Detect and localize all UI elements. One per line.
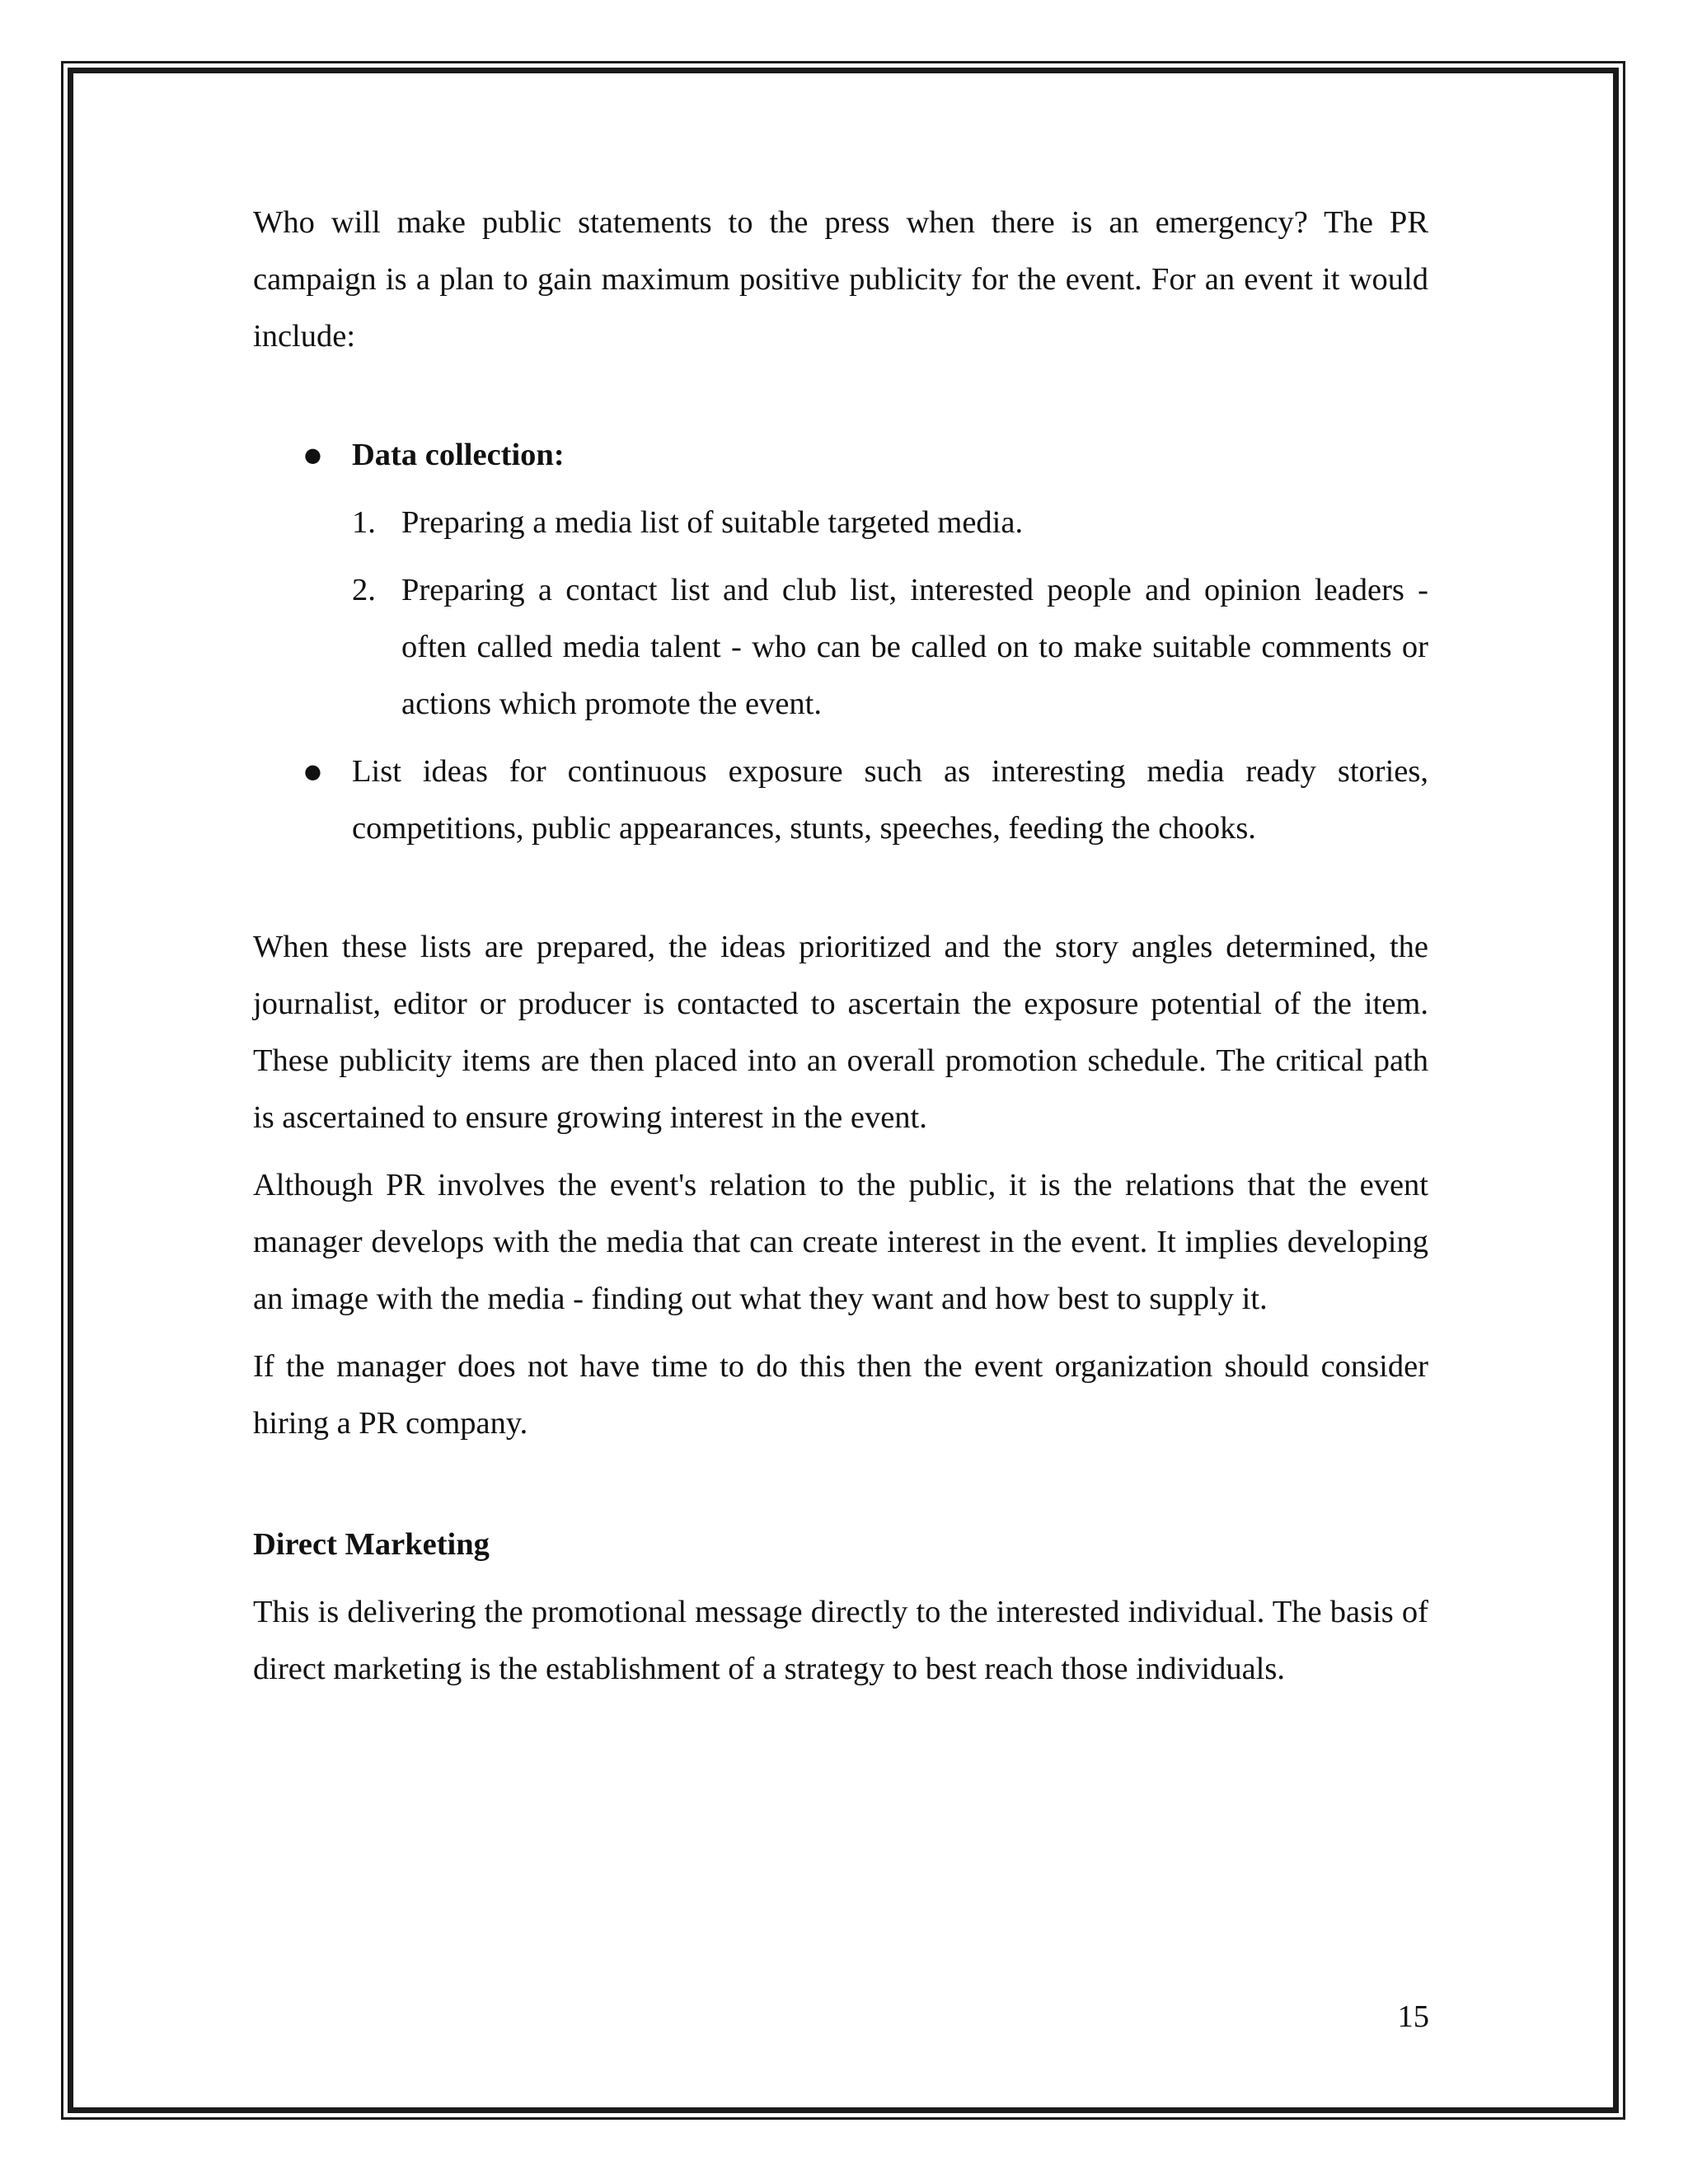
bullet-icon: ● (304, 760, 321, 783)
numbered-item-text: Preparing a contact list and club list, interested people and opinion leaders - often called media talent - who can be called on to make suitable comments or actions which promote the event. (401, 573, 1428, 721)
bullet-text: List ideas for continuous exposure such as interesting media ready stories, competitions, public appearances, stunts, speeches, feeding the chooks. (352, 754, 1428, 846)
numbered-item-text: Preparing a media list of suitable targeted media. (401, 505, 1024, 540)
bullet-item-data-collection (253, 427, 1428, 484)
page-content (253, 194, 1428, 1698)
numbered-item (253, 562, 1428, 733)
body-paragraph: When these lists are prepared, the ideas prioritized and the story angles determined, the journalist, editor or producer is contacted to ascertain the exposure potential of the item. These publicity items are then placed into an overall promotion schedule. The critical path is ascertained to ensure growing interest in the event. (253, 930, 1428, 1135)
numbered-item-marker: 2. (352, 573, 376, 607)
bullet-item-exposure-ideas (253, 743, 1428, 857)
section-heading: Direct Marketing (253, 1527, 490, 1562)
numbered-item-marker: 1. (352, 505, 376, 540)
bullet-heading: Data collection: (352, 438, 565, 472)
body-paragraph: Although PR involves the event's relation to the public, it is the relations that the event manager develops with the media that can create interest in the event. It implies developing an image with the media - finding out what they want and how best to supply it. (253, 1168, 1428, 1316)
body-paragraph: If the manager does not have time to do this then the event organization should consider hiring a PR company. (253, 1349, 1428, 1441)
bullet-icon: ● (304, 443, 321, 466)
page-number: 15 (1397, 1999, 1429, 2034)
numbered-item (253, 494, 1428, 551)
section-body: This is delivering the promotional message directly to the interested individual. The basis of direct marketing is the establishment of a strategy to best reach those individuals. (253, 1595, 1428, 1686)
intro-paragraph: Who will make public statements to the press when there is an emergency? The PR campaign is a plan to gain maximum positive publicity for the event. For an event it would include: (253, 205, 1428, 354)
